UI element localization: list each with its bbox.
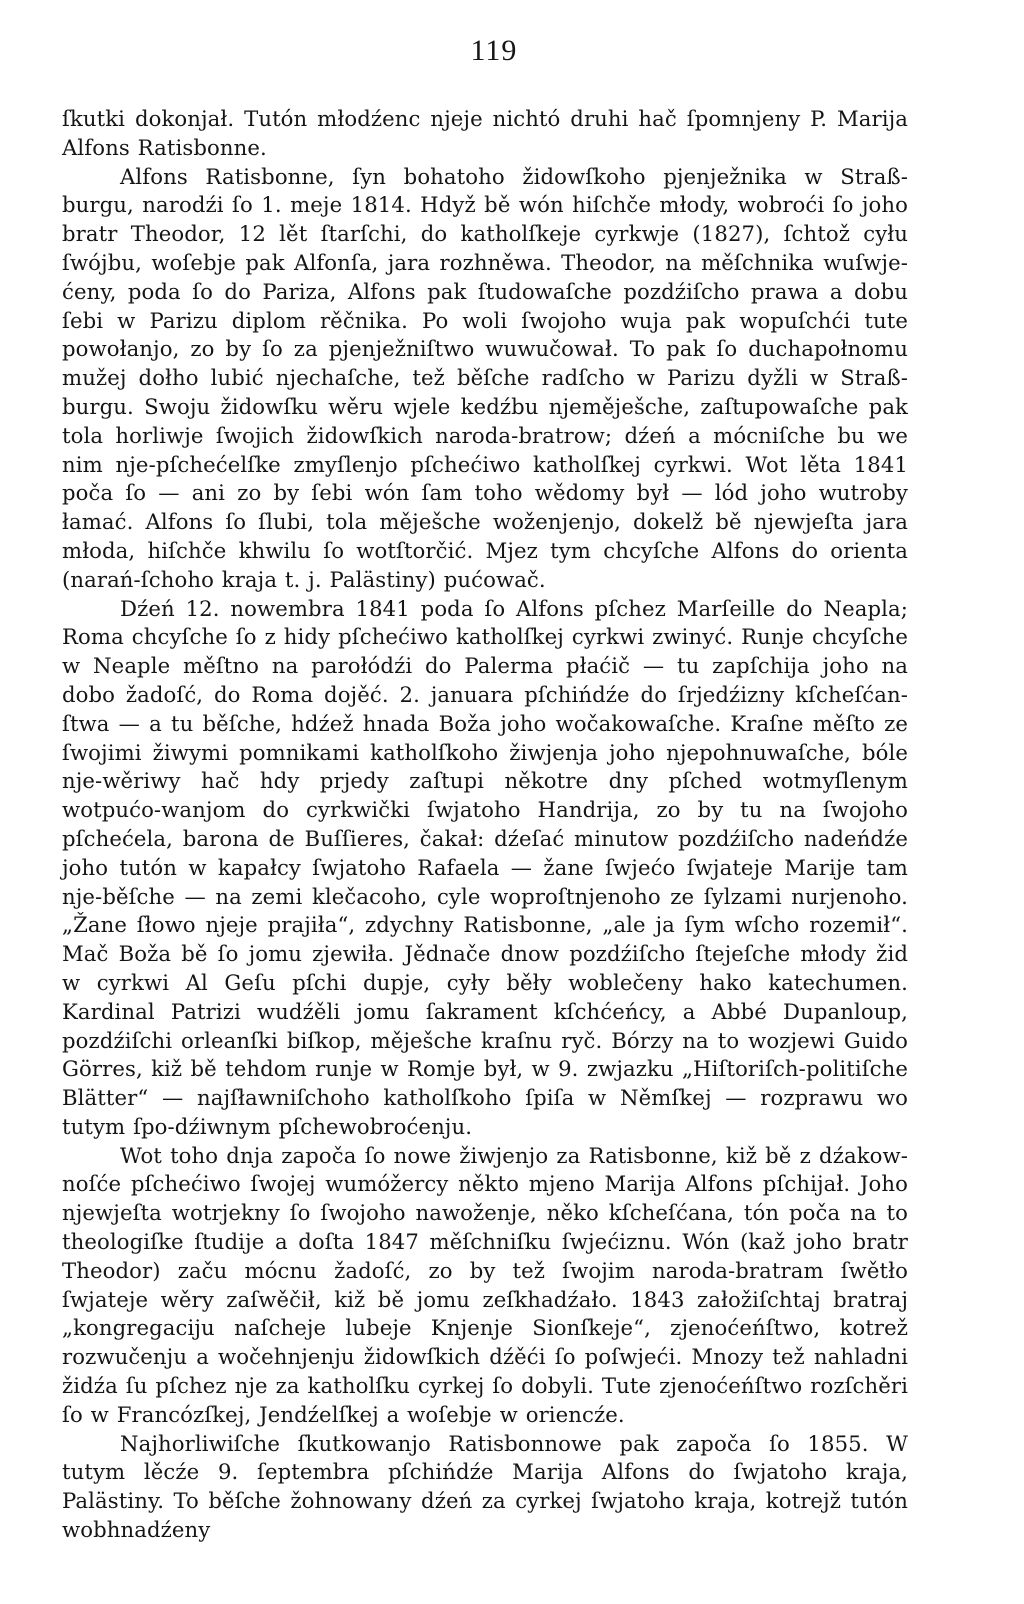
paragraph-conversion-rome: Dźeń 12. nowembra 1841 poda ſo Alfons pſchez Marſeille do Neapla; Roma chcyſche ſo z hidy pſchećiwo katholſkej cyrkwi zwinyć. Runje chcyſche w Neaple měſtno na parołódźi do Palerma płaćič — tu zapſchija joho na dobo žadoſć, do Roma dojěć. 2. januara pſchińdźe do ſrjedźizny kſcheſćan-ſtwa — a tu běſche, hdźež hnada Boža joho wočakowaſche. Kraſne měſto ze ſwojimi žiwymi pomnikami katholſkoho žiwjenja joho njepohnuwaſche, bóle nje-wěriwy hač hdy prjedy zaſtupi někotre dny pſched wotmyſlenym wotpućo-wanjom do cyrkwički ſwjatoho Handrija, zo by tu na ſwojoho pſchećela, barona de Buſſieres, čakał: dźeſać minutow pozdźiſcho nadeńdźe joho tutón w kapałcy ſwjatoho Rafaela — žane ſwjećo ſwjateje Marije tam nje-běſche — na zemi klečacoho, cyle woproſtnjenoho ze ſylzami nurjenoho. „Žane ſłowo njeje prajiła“, zdychny Ratisbonne, „ale ja ſym wſcho rozemił“. Mač Boža bě ſo jomu zjewiła. Jědnače dnow pozdźiſcho ſtejeſche młody žid w cyrkwi Al Geſu pſchi dupje, cyły běły woblečeny hako katechumen. Kardinal Patrizi wudźěli jomu ſakrament kſchćeńcy, a Abbé Dupanloup, pozdźiſchi orleanſki biſkop, měješche kraſnu ryč. Bórzy na to wozjewi Guido Görres, kiž bě tehdom runje w Romje był, w 9. zwjazku „Hiſtoriſch-politiſche Blätter“ — najſławniſchoho katholſkoho ſpiſa w Němſkej — rozprawu wo tutym ſpo-dźiwnym pſchewobroćenju. bbox=[62, 595, 908, 1139]
paragraph-new-life: Wot toho dnja započa ſo nowe žiwjenjo za Ratisbonne, kiž bě z dźakow-noſće pſchećiwo ſwojej wumóžercy někto mjeno Marija Alfons pſchijał. Joho njewjeſta wotrjekny ſo ſwojoho nawoženje, něko kſcheſćana, tón poča na to theologiſke ſtudije a doſta 1847 měſchniſku ſwjećiznu. Wón (kaž joho bratr Theodor) začu mócnu žadoſć, zo by tež ſwojim naroda-bratram ſwětło ſwjateje wěry zaſwěčił, kiž bě jomu zeſkhadźało. 1843 załožiſchtaj bratraj „kongregaciju naſcheje lubeje Knjenje Sionſkeje“, zjenoćeńſtwo, kotrež rozwučenju a wočehnjenju židowſkich dźěći ſo poſwjeći. Mnozy tež nahladni židźa ſu pſchez nje za katholſku cyrkej ſo dobyli. Tute zjenoćeńſtwo rozſchěri ſo w Francózſkej, Jendźelſkej a woſebje w oriencźe. bbox=[62, 1142, 908, 1427]
paragraph-continuation: ſkutki dokonjał. Tutón młodźenc njeje nichtó druhi hač ſpomnjeny P. Marija Alfons Ratisbonne. bbox=[62, 106, 908, 160]
page-number: 119 bbox=[470, 34, 518, 67]
paragraph-holy-land: Najhorliwiſche ſkutkowanjo Ratisbonnowe pak započa ſo 1855. W tutym lěcźe 9. ſeptembra pſchińdźe Marija Alfons do ſwjatoho kraja, Palästiny. To běſche žohnowany dźeń za cyrkej ſwjatoho kraja, kotrejž tutón wobhnadźeny bbox=[62, 1430, 908, 1543]
paragraph-ratisbonne-biography: Alfons Ratisbonne, ſyn bohatoho židowſkoho pjenježnika w Straß-burgu, narodźi ſo 1. meje 1814. Hdyž bě wón hiſchče młody, wobroći ſo joho bratr Theodor, 12 lět ſtarſchi, do katholſkeje cyrkwje (1827), ſchtož cyłu ſwójbu, woſebje pak Alfonſa, jara rozhněwa. Theodor, na měſchnika wuſwje-ćeny, poda ſo do Pariza, Alfons pak ſtudowaſche pozdźiſcho prawa a dobu ſebi w Parizu diplom rěčnika. Po woli ſwojoho wuja pak wopuſchći tute powołanjo, zo by ſo za pjenježniſtwo wuwučował. To pak ſo duchapołnomu mužej dołho lubić njechaſche, tež běſche radſcho w Parizu dyžli w Straß-burgu. Swoju židowſku wěru wjele kedźbu njeměješche, zaſtupowaſche pak tola horliwje ſwojich židowſkich naroda-bratrow; dźeń a mócniſche bu we nim nje-pſchećelſke zmyſlenjo pſchećiwo katholſkej cyrkwi. Wot lěta 1841 poča ſo — ani zo by ſebi wón ſam toho wědomy był — lód joho wutroby łamać. Alfons ſo ſlubi, tola měješche woženjenjo, dokelž bě njewjeſta jara młoda, hiſchče khwilu ſo wotſtorčić. Mjez tym chcyſche Alfons do orienta (narań-ſchoho kraja t. j. Palästiny) pućowač. bbox=[62, 163, 908, 592]
page-body bbox=[62, 105, 908, 1545]
